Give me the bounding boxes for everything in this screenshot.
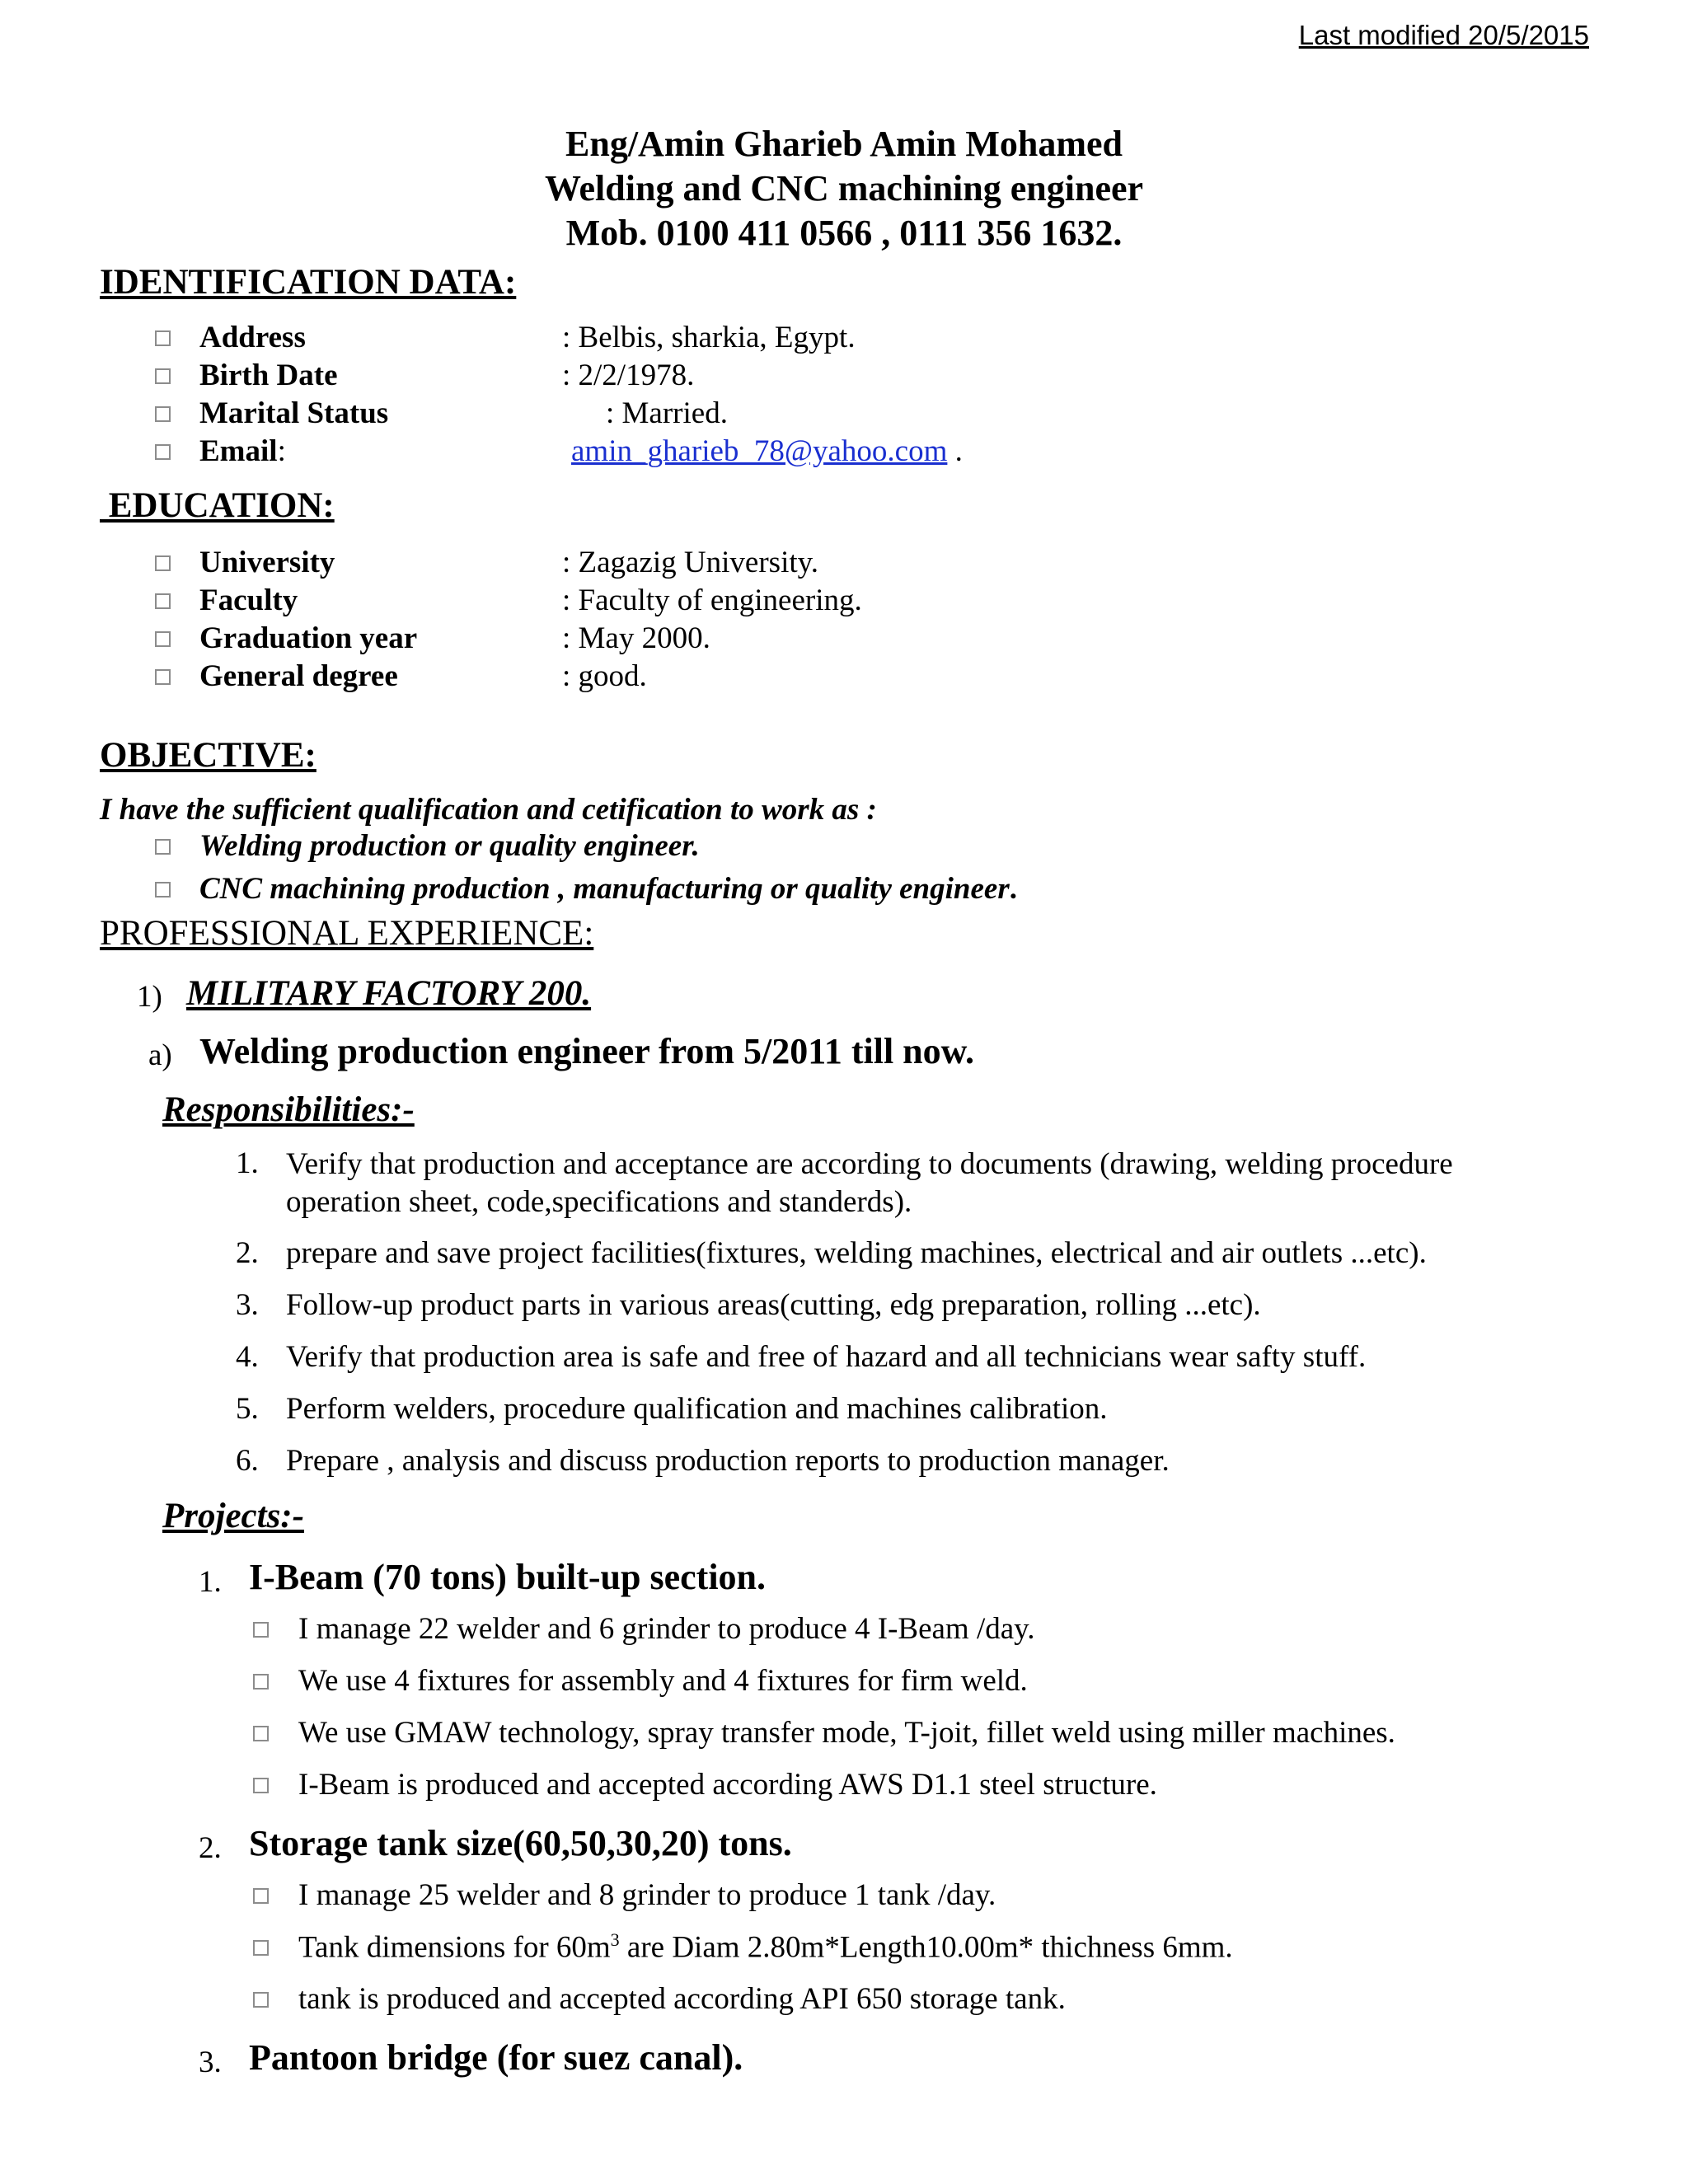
employer-name: MILITARY FACTORY 200. <box>186 974 592 1013</box>
address-label: Address <box>199 321 306 354</box>
checkbox-bullet-icon <box>155 406 171 422</box>
project-detail: I manage 22 welder and 6 grinder to produce 4 I-Beam /day. <box>298 1612 1035 1646</box>
checkbox-bullet-icon <box>253 1992 269 2008</box>
project-number: 3. <box>199 2046 222 2079</box>
email-link[interactable]: amin_gharieb_78@yahoo.com <box>571 434 948 468</box>
section-heading-experience: PROFESSIONAL EXPERIENCE: <box>100 914 594 953</box>
objective-item <box>199 871 1017 907</box>
project-detail: We use 4 fixtures for assembly and 4 fixtures for firm weld. <box>298 1664 1028 1698</box>
list-item-text: Perform welders, procedure qualification and machines calibration. <box>286 1392 1108 1426</box>
email-label: Email <box>199 434 278 468</box>
role-letter: a) <box>148 1038 172 1072</box>
section-heading-objective: OBJECTIVE: <box>100 736 316 775</box>
graduation-year-label: Graduation year <box>199 621 418 655</box>
checkbox-bullet-icon <box>253 1888 269 1904</box>
candidate-title: Welding and CNC machining engineer <box>544 168 1144 209</box>
checkbox-bullet-icon <box>253 1622 269 1638</box>
candidate-name: Eng/Amin Gharieb Amin Mohamed <box>565 124 1123 164</box>
faculty-label: Faculty <box>199 583 298 617</box>
checkbox-bullet-icon <box>253 1726 269 1741</box>
list-item-number: 6. <box>236 1444 259 1478</box>
birth-date-label: Birth Date <box>199 359 338 392</box>
section-heading-identification: IDENTIFICATION DATA: <box>100 263 517 302</box>
section-heading-education: EDUCATION: <box>100 486 335 525</box>
objective-intro: I have the sufficient qualification and cetification to work as : <box>100 793 877 827</box>
checkbox-bullet-icon <box>155 368 171 384</box>
last-modified-date: Last modified 20/5/2015 <box>1298 20 1589 50</box>
project-title: I-Beam (70 tons) built-up section. <box>249 1557 767 1597</box>
list-item-text-continued: operation sheet, code,specifications and standerds). <box>286 1185 912 1219</box>
candidate-mobile: Mob. 0100 411 0566 , 0111 356 1632. <box>565 213 1123 253</box>
list-item-number: 3. <box>236 1288 259 1322</box>
checkbox-bullet-icon <box>155 593 171 609</box>
checkbox-bullet-icon <box>155 555 171 571</box>
checkbox-bullet-icon <box>155 839 171 855</box>
role-title: Welding production engineer from 5/2011 till now. <box>199 1031 974 1071</box>
checkbox-bullet-icon <box>253 1940 269 1956</box>
list-item-text: Verify that production area is safe and free of hazard and all technicians wear safty stuff. <box>286 1340 1367 1374</box>
list-item-text: Verify that production and acceptance are according to documents (drawing, welding procedure <box>286 1147 1453 1181</box>
list-item-number: 4. <box>236 1340 259 1374</box>
project-detail <box>298 1929 1233 1965</box>
project-detail: tank is produced and accepted according API 650 storage tank. <box>298 1982 1066 2016</box>
list-item-number: 5. <box>236 1392 259 1426</box>
email-label-row <box>199 434 286 469</box>
project-title: Storage tank size(60,50,30,20) tons. <box>249 1823 792 1863</box>
employer-number: 1) <box>137 980 162 1014</box>
projects-heading: Projects:- <box>162 1497 304 1535</box>
project-number: 1. <box>199 1565 222 1599</box>
checkbox-bullet-icon <box>253 1674 269 1690</box>
university-label: University <box>199 546 335 579</box>
checkbox-bullet-icon <box>155 444 171 460</box>
email-trailing-period: . <box>947 434 963 468</box>
tank-dims-text: Tank dimensions for 60m <box>298 1930 611 1965</box>
list-item-text: Prepare , analysis and discuss production reports to production manager. <box>286 1444 1170 1478</box>
marital-status-label: Marital Status <box>199 396 389 430</box>
list-item-text: Follow-up product parts in various areas(cutting, edg preparation, rolling ...etc). <box>286 1288 1261 1322</box>
general-degree-value: : good. <box>562 659 647 693</box>
address-value: : Belbis, sharkia, Egypt. <box>562 321 856 354</box>
project-detail: I manage 25 welder and 8 grinder to produce 1 tank /day. <box>298 1878 996 1912</box>
project-detail: I-Beam is produced and accepted according AWS D1.1 steel structure. <box>298 1768 1157 1802</box>
project-number: 2. <box>199 1831 222 1865</box>
resume-header <box>0 122 1688 255</box>
tank-dims-text-continued: are Diam 2.80m*Length10.00m* thichness 6mm. <box>619 1930 1233 1965</box>
list-item-number: 2. <box>236 1236 259 1270</box>
objective-item-period: . <box>1009 872 1017 906</box>
objective-item: Welding production or quality engineer. <box>199 829 700 863</box>
list-item-number: 1. <box>236 1146 259 1180</box>
checkbox-bullet-icon <box>155 631 171 647</box>
checkbox-bullet-icon <box>155 330 171 346</box>
objective-item-text: CNC machining production , manufacturing or quality engineer <box>199 872 1010 906</box>
tank-dims-superscript: 3 <box>610 1929 620 1950</box>
project-detail: We use GMAW technology, spray transfer mode, T-joit, fillet weld using miller machines. <box>298 1716 1395 1750</box>
checkbox-bullet-icon <box>253 1778 269 1793</box>
email-value-row <box>571 434 963 469</box>
faculty-value: : Faculty of engineering. <box>562 583 862 617</box>
graduation-year-value: : May 2000. <box>562 621 710 655</box>
project-title: Pantoon bridge (for suez canal). <box>249 2037 743 2078</box>
marital-status-value: : Married. <box>606 396 728 430</box>
checkbox-bullet-icon <box>155 882 171 898</box>
email-label-colon: : <box>277 434 286 468</box>
university-value: : Zagazig University. <box>562 546 818 579</box>
checkbox-bullet-icon <box>155 669 171 685</box>
general-degree-label: General degree <box>199 659 398 693</box>
birth-date-value: : 2/2/1978. <box>562 359 695 392</box>
list-item <box>286 1146 1588 1221</box>
responsibilities-heading: Responsibilities:- <box>162 1090 415 1129</box>
list-item-text: prepare and save project facilities(fixtures, welding machines, electrical and air outlets ...etc). <box>286 1236 1427 1270</box>
